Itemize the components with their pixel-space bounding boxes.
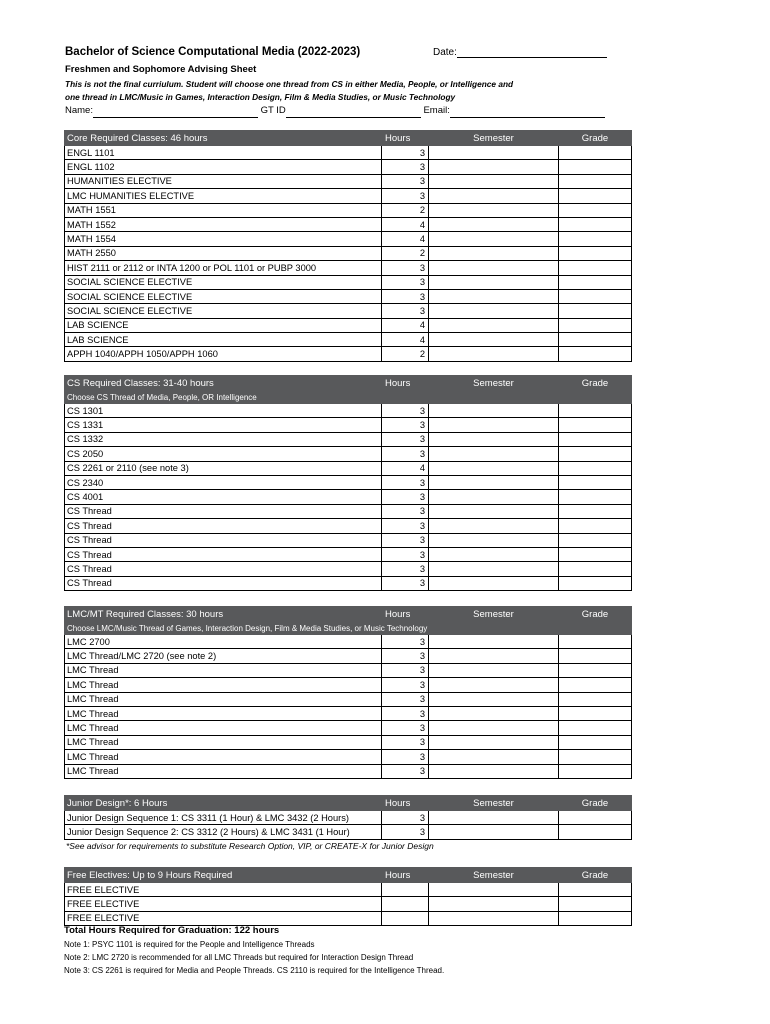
core-table: [64, 130, 632, 362]
semester-cell[interactable]: [429, 663, 559, 677]
course-hours: 3: [382, 189, 429, 203]
course-row: [65, 432, 632, 446]
semester-cell[interactable]: [429, 475, 559, 489]
course-name: CS Thread: [65, 562, 382, 576]
course-hours: 3: [382, 146, 429, 160]
course-name: CS 2340: [65, 475, 382, 489]
semester-cell[interactable]: [429, 461, 559, 475]
course-name: LAB SCIENCE: [65, 318, 382, 332]
course-name: CS Thread: [65, 533, 382, 547]
curriculum-note-line-2: one thread in LMC/Music in Games, Interaction Design, Film & Media Studies, or Music Technology: [65, 92, 456, 102]
course-row: [65, 146, 632, 160]
course-row: [65, 203, 632, 217]
course-hours: 3: [382, 160, 429, 174]
section-title: Junior Design*: 6 Hours: [65, 796, 382, 811]
lmc-thread-row: [65, 622, 632, 635]
semester-cell[interactable]: [429, 203, 559, 217]
course-row: [65, 246, 632, 260]
sheet-footer: [64, 924, 664, 977]
course-row: [65, 663, 632, 677]
cs-required-section: [64, 375, 631, 591]
course-hours: 2: [382, 203, 429, 217]
course-hours: 3: [382, 275, 429, 289]
course-hours: 3: [382, 706, 429, 720]
grade-cell[interactable]: [559, 146, 632, 160]
course-row: [65, 562, 632, 576]
course-hours: 3: [382, 663, 429, 677]
course-hours: 3: [382, 418, 429, 432]
course-row: [65, 404, 632, 418]
date-label: Date:: [433, 47, 457, 58]
grade-cell[interactable]: [559, 304, 632, 318]
course-name: CS Thread: [65, 576, 382, 590]
course-row: [65, 289, 632, 303]
grade-cell[interactable]: [559, 635, 632, 649]
course-name: LMC Thread: [65, 692, 382, 706]
hours-column-header: Hours: [382, 868, 429, 883]
course-name: CS 1332: [65, 432, 382, 446]
course-hours: 3: [382, 825, 429, 839]
semester-cell[interactable]: [429, 189, 559, 203]
semester-cell[interactable]: [429, 750, 559, 764]
cs-thread-row: [65, 391, 632, 404]
section-title: Free Electives: Up to 9 Hours Required: [65, 868, 382, 883]
course-row: [65, 174, 632, 188]
course-row: [65, 635, 632, 649]
course-row: [65, 418, 632, 432]
grade-cell[interactable]: [559, 750, 632, 764]
grade-cell[interactable]: [559, 490, 632, 504]
course-hours: [382, 897, 429, 911]
course-name: APPH 1040/APPH 1050/APPH 1060: [65, 347, 382, 361]
course-name: CS Thread: [65, 504, 382, 518]
total-hours: Total Hours Required for Graduation: 122 hours: [64, 925, 280, 936]
free-header-row: [65, 868, 632, 883]
course-hours: 3: [382, 519, 429, 533]
grade-cell[interactable]: [559, 649, 632, 663]
semester-cell[interactable]: [429, 289, 559, 303]
student-info-row: [65, 104, 645, 118]
course-name: SOCIAL SCIENCE ELECTIVE: [65, 304, 382, 318]
semester-cell[interactable]: [429, 883, 559, 897]
thread-instruction: Choose LMC/Music Thread of Games, Interaction Design, Film & Media Studies, or Music Technology: [65, 622, 632, 635]
grade-cell[interactable]: [559, 160, 632, 174]
course-hours: 3: [382, 432, 429, 446]
note-3: Note 3: CS 2261 is required for Media and People Threads. CS 2110 is required for the Intelligence Thread.: [64, 966, 445, 975]
semester-cell[interactable]: [429, 735, 559, 749]
grade-cell[interactable]: [559, 721, 632, 735]
grade-cell[interactable]: [559, 897, 632, 911]
course-name: SOCIAL SCIENCE ELECTIVE: [65, 275, 382, 289]
course-name: HUMANITIES ELECTIVE: [65, 174, 382, 188]
course-name: FREE ELECTIVE: [65, 897, 382, 911]
course-hours: 3: [382, 547, 429, 561]
lmc-required-section: [64, 606, 631, 779]
semester-cell[interactable]: [429, 160, 559, 174]
grade-cell[interactable]: [559, 174, 632, 188]
name-label: Name:: [65, 105, 93, 116]
course-name: MATH 1554: [65, 232, 382, 246]
gtid-field[interactable]: [286, 108, 421, 118]
semester-cell[interactable]: [429, 635, 559, 649]
course-row: [65, 750, 632, 764]
course-hours: 3: [382, 721, 429, 735]
core-required-section: [64, 130, 631, 362]
course-hours: 3: [382, 576, 429, 590]
semester-column-header: Semester: [429, 868, 559, 883]
semester-cell[interactable]: [429, 404, 559, 418]
semester-cell[interactable]: [429, 318, 559, 332]
semester-cell[interactable]: [429, 217, 559, 231]
grade-cell[interactable]: [559, 461, 632, 475]
course-name: CS 2050: [65, 447, 382, 461]
course-row: [65, 897, 632, 911]
course-name: FREE ELECTIVE: [65, 911, 382, 925]
junior-design-section: [64, 795, 631, 853]
junior-header-row: [65, 796, 632, 811]
semester-cell[interactable]: [429, 706, 559, 720]
course-hours: 3: [382, 404, 429, 418]
course-hours: 3: [382, 174, 429, 188]
course-name: MATH 2550: [65, 246, 382, 260]
grade-cell[interactable]: [559, 562, 632, 576]
section-title: Core Required Classes: 46 hours: [65, 131, 382, 146]
semester-cell[interactable]: [429, 304, 559, 318]
semester-cell[interactable]: [429, 721, 559, 735]
document-title: Bachelor of Science Computational Media (2022-2023): [65, 46, 361, 58]
course-row: [65, 504, 632, 518]
core-header-row: [65, 131, 632, 146]
course-row: [65, 692, 632, 706]
semester-cell[interactable]: [429, 333, 559, 347]
semester-cell[interactable]: [429, 811, 559, 825]
grade-cell[interactable]: [559, 504, 632, 518]
grade-cell[interactable]: [559, 275, 632, 289]
course-hours: 4: [382, 318, 429, 332]
course-name: FREE ELECTIVE: [65, 883, 382, 897]
grade-column-header: Grade: [559, 868, 632, 883]
course-name: CS 4001: [65, 490, 382, 504]
gtid-label: GT ID: [260, 105, 286, 116]
course-name: LMC Thread: [65, 721, 382, 735]
semester-column-header: Semester: [429, 607, 559, 622]
semester-cell[interactable]: [429, 347, 559, 361]
semester-cell[interactable]: [429, 275, 559, 289]
semester-cell[interactable]: [429, 246, 559, 260]
cs-table: [64, 375, 632, 591]
email-label: Email:: [423, 105, 450, 116]
grade-cell[interactable]: [559, 189, 632, 203]
course-row: [65, 764, 632, 778]
semester-cell[interactable]: [429, 678, 559, 692]
name-field[interactable]: [93, 108, 258, 118]
semester-column-header: Semester: [429, 796, 559, 811]
grade-column-header: Grade: [559, 796, 632, 811]
course-hours: 4: [382, 232, 429, 246]
course-row: [65, 490, 632, 504]
course-name: CS 1331: [65, 418, 382, 432]
course-row: [65, 447, 632, 461]
course-hours: 4: [382, 217, 429, 231]
free-electives-section: [64, 867, 631, 926]
course-row: [65, 678, 632, 692]
course-hours: 3: [382, 811, 429, 825]
course-hours: 3: [382, 562, 429, 576]
semester-cell[interactable]: [429, 649, 559, 663]
course-name: ENGL 1101: [65, 146, 382, 160]
course-hours: 4: [382, 461, 429, 475]
semester-cell[interactable]: [429, 576, 559, 590]
semester-cell[interactable]: [429, 447, 559, 461]
grade-cell[interactable]: [559, 447, 632, 461]
course-hours: 4: [382, 333, 429, 347]
junior-table: [64, 795, 632, 840]
course-name: LMC Thread: [65, 678, 382, 692]
grade-cell[interactable]: [559, 764, 632, 778]
semester-column-header: Semester: [429, 376, 559, 391]
course-name: LMC Thread: [65, 735, 382, 749]
course-row: [65, 461, 632, 475]
grade-cell[interactable]: [559, 533, 632, 547]
course-hours: 3: [382, 289, 429, 303]
semester-cell[interactable]: [429, 504, 559, 518]
course-hours: 3: [382, 447, 429, 461]
course-hours: 2: [382, 347, 429, 361]
course-row: [65, 318, 632, 332]
grade-cell[interactable]: [559, 404, 632, 418]
semester-cell[interactable]: [429, 174, 559, 188]
grade-cell[interactable]: [559, 678, 632, 692]
grade-cell[interactable]: [559, 261, 632, 275]
semester-cell[interactable]: [429, 432, 559, 446]
grade-cell[interactable]: [559, 347, 632, 361]
semester-cell[interactable]: [429, 897, 559, 911]
semester-cell[interactable]: [429, 562, 559, 576]
course-hours: 3: [382, 504, 429, 518]
semester-cell[interactable]: [429, 261, 559, 275]
course-row: [65, 547, 632, 561]
date-field[interactable]: [433, 47, 607, 58]
grade-cell[interactable]: [559, 232, 632, 246]
junior-design-footnote: *See advisor for requirements to substitute Research Option, VIP, or CREATE-X for Junior Design: [66, 840, 434, 851]
lmc-header-row: [65, 607, 632, 622]
semester-cell[interactable]: [429, 547, 559, 561]
course-hours: 3: [382, 475, 429, 489]
course-row: [65, 189, 632, 203]
course-name: Junior Design Sequence 1: CS 3311 (1 Hour) & LMC 3432 (2 Hours): [65, 811, 382, 825]
grade-cell[interactable]: [559, 663, 632, 677]
hours-column-header: Hours: [382, 131, 429, 146]
course-hours: 3: [382, 635, 429, 649]
free-table: [64, 867, 632, 926]
course-name: MATH 1551: [65, 203, 382, 217]
hours-column-header: Hours: [382, 796, 429, 811]
semester-cell[interactable]: [429, 232, 559, 246]
note-1: Note 1: PSYC 1101 is required for the People and Intelligence Threads: [64, 940, 315, 949]
course-row: [65, 519, 632, 533]
grade-cell[interactable]: [559, 432, 632, 446]
course-name: CS Thread: [65, 547, 382, 561]
document-subtitle: Freshmen and Sophomore Advising Sheet: [65, 64, 257, 75]
hours-column-header: Hours: [382, 376, 429, 391]
section-title: CS Required Classes: 31-40 hours: [65, 376, 382, 391]
course-row: [65, 649, 632, 663]
semester-column-header: Semester: [429, 131, 559, 146]
course-hours: 3: [382, 261, 429, 275]
semester-cell[interactable]: [429, 692, 559, 706]
sheet-header: [65, 46, 645, 118]
course-row: [65, 735, 632, 749]
course-name: LMC Thread: [65, 750, 382, 764]
course-name: LMC Thread: [65, 764, 382, 778]
course-row: [65, 304, 632, 318]
course-name: MATH 1552: [65, 217, 382, 231]
semester-cell[interactable]: [429, 519, 559, 533]
grade-column-header: Grade: [559, 607, 632, 622]
grade-cell[interactable]: [559, 217, 632, 231]
email-field[interactable]: [450, 108, 605, 118]
course-name: HIST 2111 or 2112 or INTA 1200 or POL 1101 or PUBP 3000: [65, 261, 382, 275]
course-row: [65, 217, 632, 231]
grade-cell[interactable]: [559, 706, 632, 720]
section-title: LMC/MT Required Classes: 30 hours: [65, 607, 382, 622]
course-name: LAB SCIENCE: [65, 333, 382, 347]
grade-cell[interactable]: [559, 203, 632, 217]
course-name: LMC 2700: [65, 635, 382, 649]
course-row: [65, 347, 632, 361]
lmc-table: [64, 606, 632, 779]
semester-cell[interactable]: [429, 825, 559, 839]
grade-cell[interactable]: [559, 811, 632, 825]
cs-header-row: [65, 376, 632, 391]
grade-cell[interactable]: [559, 735, 632, 749]
course-hours: 3: [382, 304, 429, 318]
course-name: SOCIAL SCIENCE ELECTIVE: [65, 289, 382, 303]
grade-cell[interactable]: [559, 246, 632, 260]
course-hours: 2: [382, 246, 429, 260]
grade-cell[interactable]: [559, 825, 632, 839]
semester-cell[interactable]: [429, 146, 559, 160]
course-row: [65, 825, 632, 839]
course-hours: [382, 883, 429, 897]
course-row: [65, 333, 632, 347]
course-name: LMC Thread: [65, 663, 382, 677]
grade-cell[interactable]: [559, 547, 632, 561]
hours-column-header: Hours: [382, 607, 429, 622]
course-row: [65, 576, 632, 590]
grade-cell[interactable]: [559, 519, 632, 533]
grade-cell[interactable]: [559, 418, 632, 432]
semester-cell[interactable]: [429, 418, 559, 432]
grade-cell[interactable]: [559, 475, 632, 489]
grade-cell[interactable]: [559, 692, 632, 706]
thread-instruction: Choose CS Thread of Media, People, OR Intelligence: [65, 391, 632, 404]
semester-cell[interactable]: [429, 490, 559, 504]
course-name: CS 2261 or 2110 (see note 3): [65, 461, 382, 475]
curriculum-note-line-1: This is not the final curriulum. Student will choose one thread from CS in either Media, People, or Intelligence and: [65, 79, 514, 89]
course-row: [65, 706, 632, 720]
course-hours: 3: [382, 533, 429, 547]
course-row: [65, 533, 632, 547]
grade-cell[interactable]: [559, 318, 632, 332]
course-name: Junior Design Sequence 2: CS 3312 (2 Hours) & LMC 3431 (1 Hour): [65, 825, 382, 839]
course-name: CS Thread: [65, 519, 382, 533]
course-hours: 3: [382, 735, 429, 749]
course-hours: 3: [382, 750, 429, 764]
course-row: [65, 232, 632, 246]
course-row: [65, 261, 632, 275]
course-hours: 3: [382, 692, 429, 706]
grade-cell[interactable]: [559, 333, 632, 347]
course-name: LMC Thread/LMC 2720 (see note 2): [65, 649, 382, 663]
semester-cell[interactable]: [429, 533, 559, 547]
grade-cell[interactable]: [559, 576, 632, 590]
course-name: CS 1301: [65, 404, 382, 418]
course-name: LMC HUMANITIES ELECTIVE: [65, 189, 382, 203]
course-hours: 3: [382, 678, 429, 692]
grade-column-header: Grade: [559, 131, 632, 146]
course-hours: 3: [382, 764, 429, 778]
course-row: [65, 883, 632, 897]
course-row: [65, 160, 632, 174]
course-row: [65, 475, 632, 489]
course-name: ENGL 1102: [65, 160, 382, 174]
grade-column-header: Grade: [559, 376, 632, 391]
semester-cell[interactable]: [429, 764, 559, 778]
grade-cell[interactable]: [559, 289, 632, 303]
course-hours: 3: [382, 490, 429, 504]
course-name: LMC Thread: [65, 706, 382, 720]
course-row: [65, 275, 632, 289]
course-row: [65, 811, 632, 825]
course-hours: 3: [382, 649, 429, 663]
grade-cell[interactable]: [559, 883, 632, 897]
note-2: Note 2: LMC 2720 is recommended for all LMC Threads but required for Interaction Design Thread: [64, 953, 414, 962]
course-row: [65, 721, 632, 735]
